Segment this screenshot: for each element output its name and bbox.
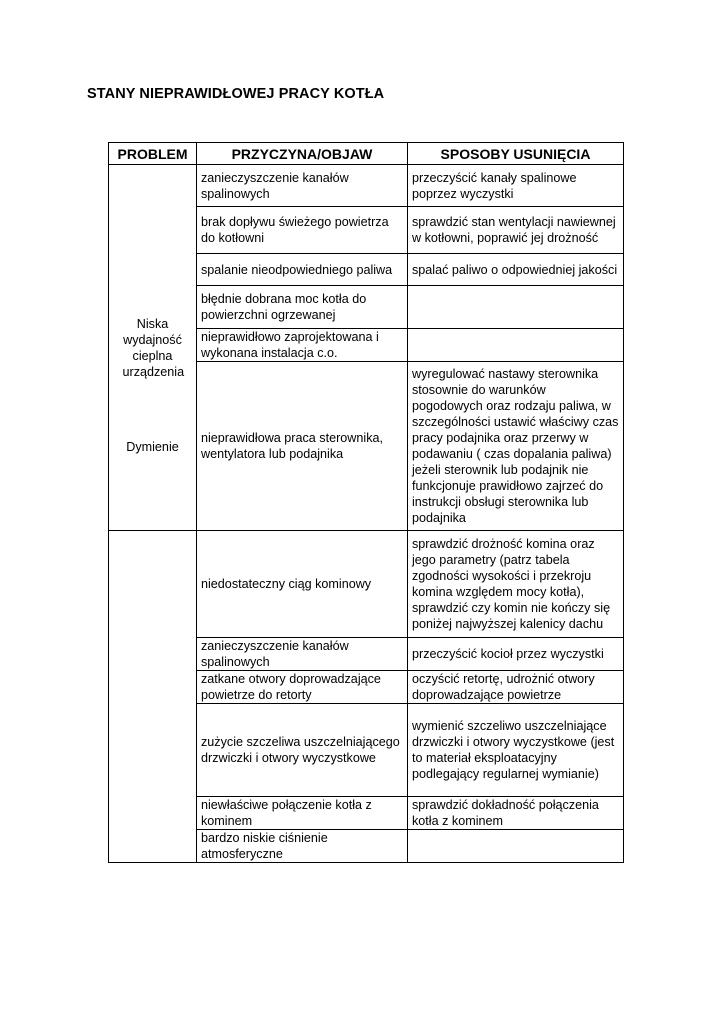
- cause-cell: bardzo niskie ciśnienie atmosferyczne: [197, 830, 408, 863]
- remedy-cell: przeczyścić kanały spalinowe poprzez wyczystki: [408, 165, 624, 207]
- troubleshooting-table: [108, 142, 624, 863]
- remedy-cell: [408, 329, 624, 362]
- cause-cell: nieprawidłowo zaprojektowana i wykonana instalacja c.o.: [197, 329, 408, 362]
- cause-cell: niedostateczny ciąg kominowy: [197, 531, 408, 638]
- remedy-cell: sprawdzić dokładność połączenia kotła z kominem: [408, 797, 624, 830]
- cause-cell: zużycie szczeliwa uszczelniającego drzwiczki i otwory wyczystkowe: [197, 704, 408, 797]
- header-cause: PRZYCZYNA/OBJAW: [197, 143, 408, 165]
- cause-cell: brak dopływu świeżego powietrza do kotłowni: [197, 207, 408, 254]
- problem-cell-smoking: [109, 439, 197, 863]
- remedy-cell: spalać paliwo o odpowiedniej jakości: [408, 254, 624, 286]
- remedy-cell: wymienić szczeliwo uszczelniające drzwiczki i otwory wyczystkowe (jest to materiał eksploatacyjny podlegający regularnej wymianie): [408, 704, 624, 797]
- cause-cell: błędnie dobrana moc kotła do powierzchni ogrzewanej: [197, 286, 408, 329]
- remedy-cell: [408, 830, 624, 863]
- table-row: [109, 165, 624, 207]
- problem-cell-low-efficiency: [109, 165, 197, 531]
- remedy-cell: wyregulować nastawy sterownika stosownie do warunków pogodowych oraz rodzaju paliwa, w szczególności ustawić właściwy czas pracy podajnika oraz przerwy w podawaniu ( czas dopalania paliwa) jeżeli sterownik lub podajnik nie funkcjonuje prawidłowo zajrzeć do instrukcji obsługi sterownika lub podajnika: [408, 362, 624, 531]
- remedy-cell: [408, 286, 624, 329]
- cause-cell: zatkane otwory doprowadzające powietrze do retorty: [197, 671, 408, 704]
- cause-cell: niewłaściwe połączenie kotła z kominem: [197, 797, 408, 830]
- table-row: [109, 531, 624, 638]
- cause-cell: spalanie nieodpowiedniego paliwa: [197, 254, 408, 286]
- problem-label: Dymienie: [126, 439, 179, 454]
- table-header-row: [109, 143, 624, 165]
- header-remedy: SPOSOBY USUNIĘCIA: [408, 143, 624, 165]
- remedy-cell: sprawdzić drożność komina oraz jego parametry (patrz tabela zgodności wysokości i przekroju komina względem mocy kotła), sprawdzić czy komin nie kończy się poniżej najwyższej kalenicy dachu: [408, 531, 624, 638]
- remedy-cell: przeczyścić kocioł przez wyczystki: [408, 638, 624, 671]
- header-problem: PROBLEM: [109, 143, 197, 165]
- cause-cell: zanieczyszczenie kanałów spalinowych: [197, 165, 408, 207]
- cause-cell: zanieczyszczenie kanałów spalinowych: [197, 638, 408, 671]
- remedy-cell: oczyścić retortę, udrożnić otwory doprowadzające powietrze: [408, 671, 624, 704]
- problem-label: Niska wydajność cieplna urządzenia: [122, 316, 185, 379]
- remedy-cell: sprawdzić stan wentylacji nawiewnej w kotłowni, poprawić jej drożność: [408, 207, 624, 254]
- cause-cell: nieprawidłowa praca sterownika, wentylatora lub podajnika: [197, 362, 408, 531]
- page-title: STANY NIEPRAWIDŁOWEJ PRACY KOTŁA: [87, 86, 385, 102]
